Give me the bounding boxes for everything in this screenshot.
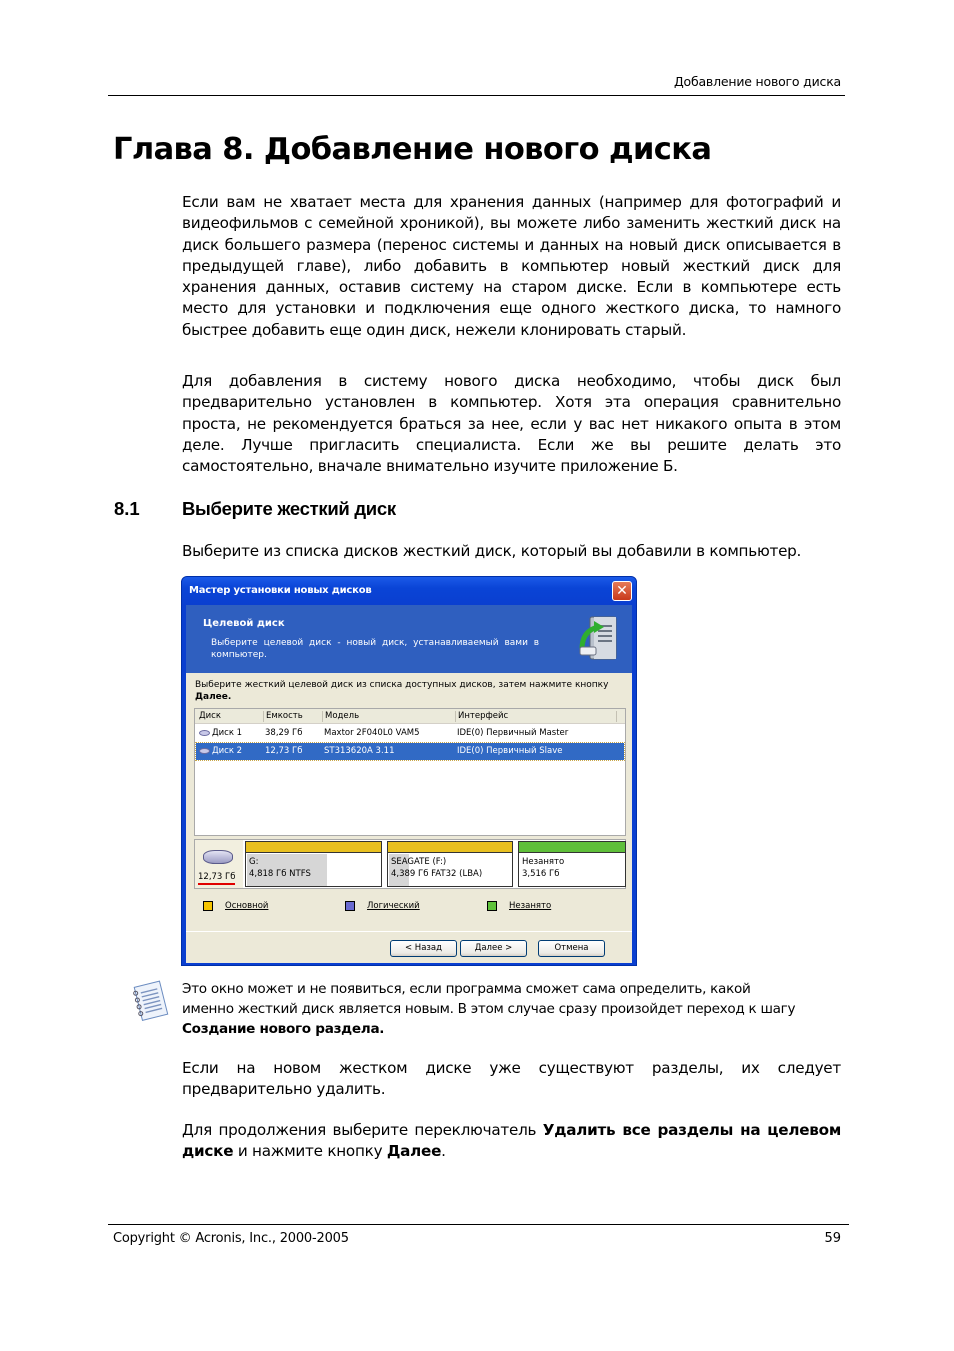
dialog-title: Мастер установки новых дисков xyxy=(189,585,372,596)
wizard-banner xyxy=(186,605,632,673)
footer-copyright: Copyright © Acronis, Inc., 2000-2005 xyxy=(113,1231,349,1246)
section-number: 8.1 xyxy=(114,498,140,519)
dialog-titlebar[interactable] xyxy=(182,577,636,605)
page-number: 59 xyxy=(824,1231,841,1246)
after-paragraph-1: Если на новом жестком диске уже существуют разделы, их следует предварительно удалить. xyxy=(182,1059,841,1099)
close-icon: ✕ xyxy=(616,583,628,599)
column-model[interactable]: Модель xyxy=(322,711,359,722)
running-header xyxy=(108,72,845,96)
partition-g[interactable]: G: 4,818 Гб NTFS xyxy=(245,841,382,887)
after-paragraph-2: Для продолжения выберите переключатель Удалить все разделы на целевом диске и нажмите кнопку Далее. xyxy=(182,1121,841,1161)
note-icon xyxy=(130,980,170,1022)
disk-icon xyxy=(199,748,210,754)
button-separator xyxy=(186,931,632,932)
note-text: Это окно может и не появиться, если программа сможет сама определить, какой именно жесткий диск является новым. В этом случае сразу произойдет переход к шагу Создание нового раздела. xyxy=(182,981,796,1037)
new-disk-wizard-dialog xyxy=(181,576,637,966)
close-button[interactable] xyxy=(612,581,632,601)
wizard-body: Выберите жесткий целевой диск из списка доступных дисков, затем нажмите кнопку Далее. Диск Емкость Модель Интерфейс Диск 1 38,29 Гб Maxtor 2F040L0 VAM5 IDE(0) Первичный Master Диск 2 12,73 Гб ST313620A 3.11 IDE(0) Первичный Slave 12,73 Гб G: 4,818 Гб NTFS SEAGATE (F:) 4,389 Гб FAT32 (LBA) Незанято 3,516 Гб Основной Логический Незанято < Назад Далее > Отмена xyxy=(186,673,632,963)
running-header-text: Добавление нового диска xyxy=(673,74,841,89)
primary-swatch xyxy=(203,901,213,911)
footer-rule xyxy=(108,1224,849,1225)
back-button[interactable]: < Назад xyxy=(390,940,457,957)
column-end xyxy=(616,711,619,722)
disk-icon xyxy=(199,730,210,736)
disk-row-selected[interactable]: Диск 2 12,73 Гб ST313620A 3.11 IDE(0) Первичный Slave xyxy=(196,743,624,760)
section-lead: Выберите из списка дисков жесткий диск, который вы добавили в компьютер. xyxy=(182,542,802,560)
column-disk[interactable]: Диск xyxy=(199,711,221,721)
column-capacity[interactable]: Емкость xyxy=(263,711,303,722)
unallocated-swatch xyxy=(487,901,497,911)
logical-swatch xyxy=(345,901,355,911)
partition-seagate[interactable]: SEAGATE (F:) 4,389 Гб FAT32 (LBA) xyxy=(387,841,513,887)
disk-list-header xyxy=(195,709,625,724)
intro-paragraph-2: Для добавления в систему нового диска необходимо, чтобы диск был предварительно установлен в компьютер. Хотя эта операция сравнительно проста, не рекомендуется браться за нее, если у вас нет никакого опыта в этом деле. Лучше пригласить специалиста. Если же вы решите делать это самостоятельно, вначале внимательно изучите приложение Б. xyxy=(182,372,841,476)
section-title: Выберите жесткий диск xyxy=(182,498,396,519)
disk-list[interactable] xyxy=(194,708,626,836)
column-interface[interactable]: Интерфейс xyxy=(455,711,508,722)
cancel-button[interactable]: Отмена xyxy=(538,940,605,957)
instruction-bold: Далее. xyxy=(195,692,232,702)
banner-heading: Целевой диск xyxy=(203,618,285,629)
instruction-text: Выберите жесткий целевой диск из списка доступных дисков, затем нажмите кнопку Далее. xyxy=(195,680,609,702)
banner-subtitle: Выберите целевой диск - новый диск, устанавливаемый вами в компьютер. xyxy=(211,638,540,660)
server-disk-icon xyxy=(576,613,620,663)
disk-map xyxy=(194,839,626,889)
disk-map-disk xyxy=(195,840,243,888)
partition-unallocated[interactable]: Незанято 3,516 Гб xyxy=(518,841,626,887)
disk-row[interactable]: Диск 1 38,29 Гб Maxtor 2F040L0 VAM5 IDE(0) Первичный Master xyxy=(196,725,624,742)
note-bold: Создание нового раздела. xyxy=(182,1021,385,1037)
intro-paragraph-1: Если вам не хватает места для хранения данных (например для фотографий и видеофильмов с семейной хроникой), вы можете либо заменить жесткий диск на диск большего размера (перенос системы и данных на новый диск описывается в предыдущей главе), либо добавить в компьютер новый жесткий диск для хранения данных, оставив систему на старом диске. Если в компьютере есть место для установки и подключения еще одного жесткого диска, то намного быстрее добавить еще один диск, нежели клонировать старый. xyxy=(182,193,841,339)
hard-disk-icon xyxy=(203,850,233,864)
next-button[interactable]: Далее > xyxy=(460,940,527,957)
disk-size: 12,73 Гб xyxy=(198,872,235,885)
chapter-title: Глава 8. Добавление нового диска xyxy=(113,132,712,167)
